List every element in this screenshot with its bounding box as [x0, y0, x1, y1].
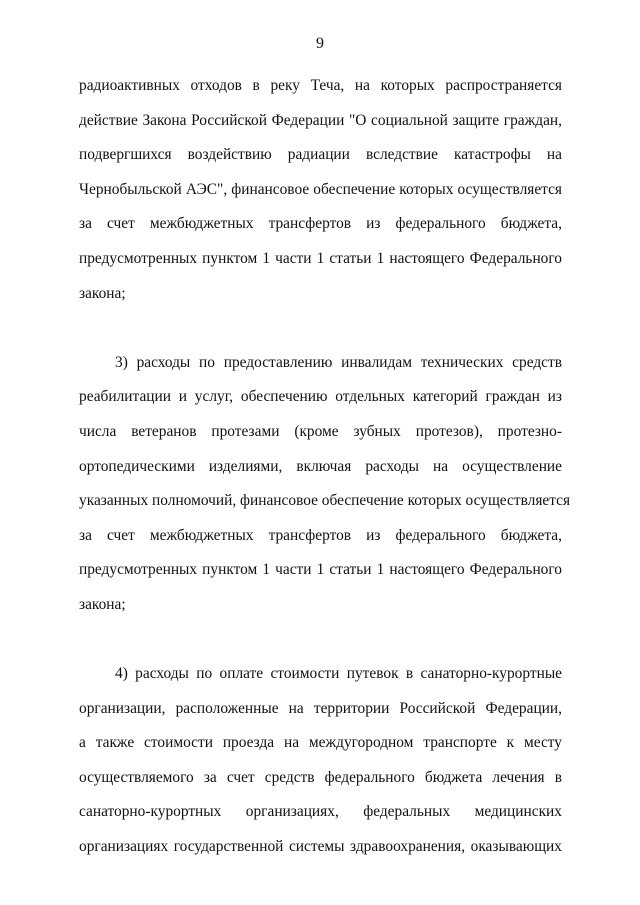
text-line: указанных полномочий, финансовое обеспечение которых осуществляется — [79, 492, 571, 510]
text-line: реабилитации и услуг, обеспечению отдельных категорий граждан из — [79, 388, 562, 406]
text-line: закона; — [79, 595, 126, 613]
paragraph-start-line: 4) расходы по оплате стоимости путевок в санаторно-курортные — [115, 665, 562, 683]
page-number: 9 — [316, 35, 324, 52]
text-line: подвергшихся воздействию радиации вследствие катастрофы на — [79, 146, 562, 164]
text-line: санаторно-курортных организациях, федеральных медицинских — [79, 803, 562, 821]
text-line: предусмотренных пунктом 1 части 1 статьи 1 настоящего Федерального — [79, 249, 562, 267]
document-body — [79, 76, 571, 872]
text-line: числа ветеранов протезами (кроме зубных протезов), протезно- — [79, 422, 562, 440]
text-line: действие Закона Российской Федерации "О социальной защите граждан, — [79, 111, 562, 129]
text-line: осуществляемого за счет средств федерального бюджета лечения в — [79, 768, 562, 786]
paragraph-gap — [79, 630, 562, 665]
text-line: радиоактивных отходов в реку Теча, на которых распространяется — [79, 77, 562, 94]
text-line: закона; — [79, 284, 126, 302]
text-line: ортопедическими изделиями, включая расходы на осуществление — [79, 457, 562, 475]
paragraph-start-line: 3) расходы по предоставлению инвалидам технических средств — [115, 353, 562, 371]
text-line: а также стоимости проезда на междугородном транспорте к месту — [79, 734, 562, 752]
text-line: за счет межбюджетных трансфертов из федерального бюджета, — [79, 526, 562, 544]
text-line: организациях государственной системы здравоохранения, оказывающих — [79, 838, 562, 856]
text-line: организации, расположенные на территории Российской Федерации, — [79, 699, 562, 717]
text-line: Чернобыльской АЭС", финансовое обеспечение которых осуществляется — [79, 180, 562, 198]
text-line: предусмотренных пунктом 1 части 1 статьи 1 настоящего Федерального — [79, 561, 562, 579]
paragraph-gap — [79, 318, 562, 353]
text-line: за счет межбюджетных трансфертов из федерального бюджета, — [79, 215, 562, 233]
